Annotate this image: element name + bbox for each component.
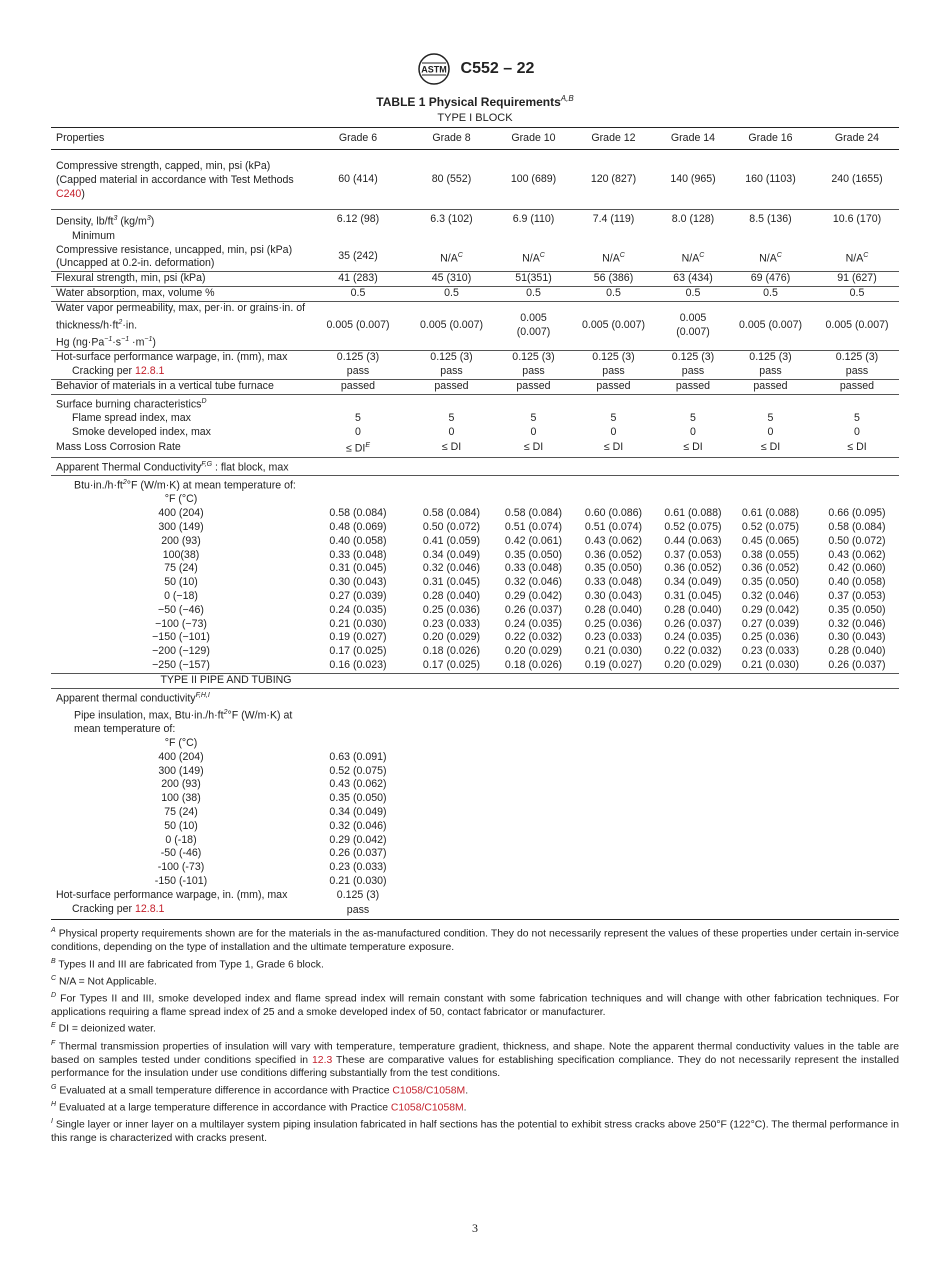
table-row: 200 (93) 0.43 (0.062) — [161, 778, 387, 791]
table-row: Apparent thermal conductivity$^{F,H,I}$ — [51, 688, 899, 706]
footnote-a: $^A$ Physical property requirements shown are for the materials in the as-manufactured condition. They do not necessarily represent the values of these properties under certain in-service conditions, depending on the type of installation and the ultimate temperature exposure. — [51, 927, 899, 954]
table-row: 100(38) 0.33 (0.048) 0.34 (0.049) 0.35 (0.050) 0.36 (0.052) 0.37 (0.053) 0.38 (0.055) 0.43 (0.062) — [162, 548, 886, 561]
table-row: 400 (204) 0.63 (0.091) — [158, 750, 387, 763]
table-row: −100 (−73) 0.21 (0.030) 0.23 (0.033) 0.24 (0.035) 0.25 (0.036) 0.26 (0.037) 0.27 (0.039) 0.32 (0.046) — [155, 617, 886, 630]
table-bottom-rule — [51, 920, 899, 922]
table-row: 0 (-18) 0.29 (0.042) — [165, 833, 387, 846]
table-row: Hot-surface performance warpage, in. (mm), max 0.125 (3) 0.125 (3) 0.125 (3) 0.125 (3) 0.125 (3) 0.125 (3) 0.125 (3) — [56, 351, 879, 364]
table-row: 300 (149) 0.52 (0.075) — [158, 764, 387, 777]
table-row: Compressive strength, capped, min, psi (kPa) (Capped material in accordance with Test Methods C240) 60 (414) 80 (552) 100 (689) 120 (827) 140 (965) 160 (1103) 240 (1655) — [51, 150, 899, 210]
footnote-d: $^D$ For Types II and III, smoke developed index and flame spread index will remain constant with some fabrication techniques and will change with other fabrication techniques. For applications requiring a flame spread index of 25 and a smoke developed index of 50, contact fabricator or manufacturer. — [51, 991, 899, 1018]
table-row: -100 (-73) 0.23 (0.033) — [157, 861, 387, 874]
table-row: Surface burning characteristics$^D$ — [56, 397, 207, 411]
table-row: 400 (204) 0.58 (0.084) 0.58 (0.084) 0.58 (0.084) 0.60 (0.086) 0.61 (0.088) 0.61 (0.088) 0.66 (0.095) — [158, 507, 886, 520]
table-row: 100 (38) 0.35 (0.050) — [161, 792, 387, 805]
table-row: 75 (24) 0.31 (0.045) 0.32 (0.046) 0.33 (0.048) 0.35 (0.050) 0.36 (0.052) 0.36 (0.052) 0.42 (0.060) — [164, 562, 886, 575]
table-row: Behavior of materials in a vertical tube furnace passed passed passed passed passed passed passed — [51, 379, 899, 394]
document-id: C552 – 22 — [460, 60, 535, 77]
physical-requirements-table — [51, 127, 899, 921]
table-row: 300 (149) 0.48 (0.069) 0.50 (0.072) 0.51 (0.074) 0.51 (0.074) 0.52 (0.075) 0.52 (0.075) 0.58 (0.084) — [158, 521, 886, 534]
table-row: 0 (−18) 0.27 (0.039) 0.28 (0.040) 0.29 (0.042) 0.30 (0.043) 0.31 (0.045) 0.32 (0.046) 0.37 (0.053) — [164, 590, 886, 603]
header-row: Properties Grade 6 Grade 8 Grade 10 Grade 12 Grade 14 Grade 16 Grade 24 — [51, 128, 899, 150]
table-row: Compressive resistance, uncapped, min, psi (kPa) (Uncapped at 0.2-in. deformation) 35 (242) $N/A^C$ $N/A^C$ $N/A^C$ $N/A^C$ $N/A^C$ $N/A^C$ — [51, 244, 899, 272]
astm-logo-icon — [416, 52, 452, 86]
footnote-e: $^E$ DI = deionized water. — [51, 1022, 156, 1035]
svg-text:ASTM: ASTM — [420, 64, 447, 75]
type-label: TYPE I BLOCK — [437, 112, 513, 124]
footnote-g: $^G$ Evaluated at a small temperature difference in accordance with Practice C1058/C1058M. — [51, 1083, 469, 1097]
footnote-h: $^H$ Evaluated at a large temperature difference in accordance with Practice C1058/C1058M. — [51, 1100, 467, 1114]
table-row: °F (°C) — [164, 737, 198, 750]
table-row: 75 (24) 0.34 (0.049) — [164, 806, 387, 819]
table-row: Density, $lb/ft^3$ $(kg/m^3)$ 6.12 (98) 6.3 (102) 6.9 (110) 7.4 (119) 8.0 (128) 8.5 (136) 10.6 (170) — [56, 213, 882, 228]
table-row: Cracking per 12.8.1 pass pass pass pass pass pass pass — [51, 365, 899, 379]
table-row: 50 (10) 0.30 (0.043) 0.31 (0.045) 0.32 (0.046) 0.33 (0.048) 0.34 (0.049) 0.35 (0.050) 0.40 (0.058) — [164, 576, 886, 589]
practice-link[interactable]: C1058/C1058M — [392, 1085, 466, 1097]
table-row: Apparent Thermal Conductivity$^{F,G}$ : flat block, max — [51, 457, 899, 475]
section-link[interactable]: 12.8.1 — [135, 902, 165, 915]
table-row: −150 (−101) 0.19 (0.027) 0.20 (0.029) 0.22 (0.032) 0.23 (0.033) 0.24 (0.035) 0.25 (0.036) 0.30 (0.043) — [152, 631, 886, 644]
type-label: TYPE II PIPE AND TUBING — [51, 673, 403, 688]
table-row: Water vapor permeability, max, per·in. or grains·in. of thickness/$h\cdot ft^2\cdot in$. Hg $(ng\cdot Pa^{-1}\cdot s^{-1} \cdot m^{-1})$ 0.005 (0.007) 0.005 (0.007) 0.005 (0.007) 0.005 (0.007) 0.005 (0.007) 0.005 (0.007) 0.005 (0.007) — [51, 301, 899, 350]
table-row: $Btu\cdot in./h\cdot ft^2^\circ F$ (W/m·K) at mean temperature of: — [74, 479, 296, 492]
section-link[interactable]: 12.3 — [312, 1054, 333, 1066]
footnotes — [51, 924, 899, 1146]
practice-link[interactable]: C1058/C1058M — [390, 1102, 464, 1114]
footnote-b: $^B$ Types II and III are fabricated from Type 1, Grade 6 block. — [51, 957, 324, 971]
section-link[interactable]: 12.8.1 — [135, 364, 165, 377]
table-row: Flame spread index, max 5 5 5 5 5 5 5 — [72, 411, 860, 424]
footnote-c: $^C$ N/A = Not Applicable. — [51, 974, 157, 988]
table-row: 50 (10) 0.32 (0.046) — [164, 819, 387, 832]
page-number: 3 — [472, 1221, 478, 1235]
table-row: Hot-surface performance warpage, in. (mm), max 0.125 (3) — [56, 888, 380, 901]
table-row: Pipe insulation, max, $Btu\cdot in./h\cdot ft^2^\circ F$ (W/m·K) at mean temperature of: — [74, 708, 293, 736]
table-row: Cracking per 12.8.1 pass — [72, 902, 370, 917]
table-row: −250 (−157) 0.16 (0.023) 0.17 (0.025) 0.18 (0.026) 0.19 (0.027) 0.20 (0.029) 0.21 (0.030) 0.26 (0.037) — [51, 659, 899, 673]
table-row: Flexural strength, min, psi (kPa) 41 (283) 45 (310) 51(351) 56 (386) 63 (434) 69 (476) 91 (627) — [51, 272, 899, 287]
table-row: Smoke developed index, max 0 0 0 0 0 0 0 — [72, 425, 860, 438]
table-row: Water absorption, max, volume % 0.5 0.5 0.5 0.5 0.5 0.5 0.5 — [51, 286, 899, 301]
footnote-i: $^I$ Single layer or inner layer on a multilayer system piping insulation fabricated in half sections has the potential to exhibit stress cracks above 250°F (122°C). The thermal performance in this range is characterized with cracks present. — [51, 1117, 899, 1144]
table-row: 200 (93) 0.40 (0.058) 0.41 (0.059) 0.42 (0.061) 0.43 (0.062) 0.44 (0.063) 0.45 (0.065) 0.50 (0.072) — [161, 534, 886, 547]
table-row: -50 (-46) 0.26 (0.037) — [160, 847, 387, 860]
table-row: −200 (−129) 0.17 (0.025) 0.18 (0.026) 0.20 (0.029) 0.21 (0.030) 0.22 (0.032) 0.23 (0.033) 0.28 (0.040) — [152, 645, 886, 658]
table-row — [51, 673, 899, 688]
table-row: Mass Loss Corrosion Rate ≤ $DI^E$ ≤ DI ≤ DI ≤ DI ≤ DI ≤ DI ≤ DI — [51, 439, 899, 457]
table-row: °F (°C) — [164, 493, 198, 506]
footnote-f: $^F$ Thermal transmission properties of insulation will vary with temperature, temperature gradient, thickness, and shape. Note the apparent thermal conductivity values in the table are based on samples tested under conditions specified in 12.3 These are comparative values for establishing specification compliance. They do not necessarily represent the installed performance for the insulation under use conditions differing substantially from the test conditions. — [51, 1039, 900, 1080]
table-title: TABLE 1 Physical Requirements$^{A,B}$ — [376, 94, 574, 109]
table-row: Minimum — [72, 229, 115, 242]
page-header — [0, 52, 950, 86]
table-row: −50 (−46) 0.24 (0.035) 0.25 (0.036) 0.26 (0.037) 0.28 (0.040) 0.28 (0.040) 0.29 (0.042) 0.35 (0.050) — [158, 603, 886, 616]
table-row: -150 (-101) 0.21 (0.030) — [154, 875, 387, 888]
test-method-link[interactable]: C240 — [56, 187, 82, 200]
